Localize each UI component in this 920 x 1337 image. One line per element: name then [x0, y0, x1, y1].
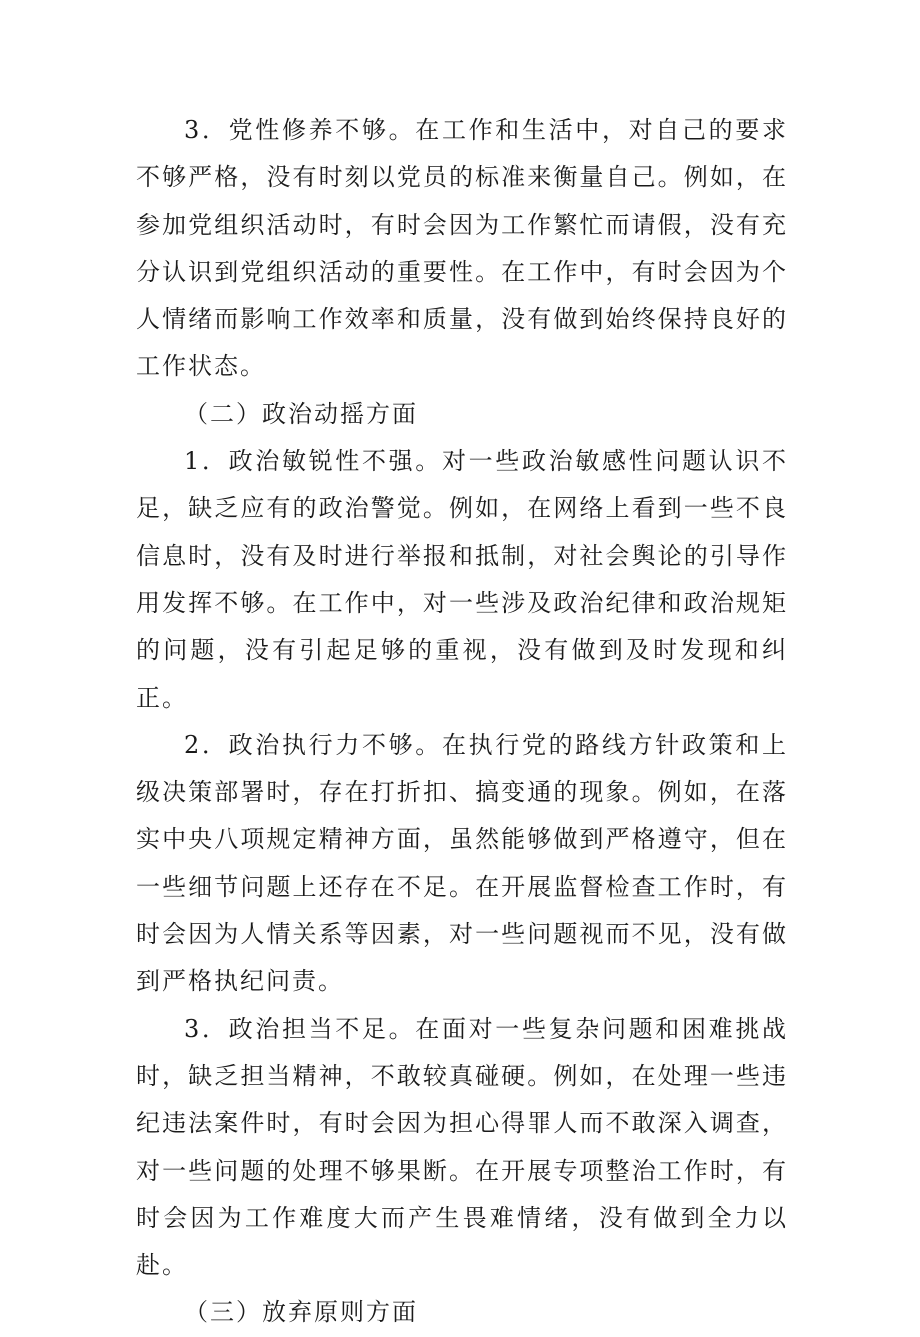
section-heading-abandoning-principles: （三）放弃原则方面	[184, 1298, 418, 1327]
paragraph-political-sensitivity: 1．政治敏锐性不强。对一些政治敏感性问题认识不足，缺乏应有的政治警觉。例如，在网络上看到一些不良信息时，没有及时进行举报和抵制，对社会舆论的引导作用发挥不够。在工作中，对一些涉及政治纪律和政治规矩的问题，没有引起足够的重视，没有做到及时发现和纠正。	[136, 447, 788, 712]
section-heading-political-wavering: （二）政治动摇方面	[184, 399, 418, 428]
paragraph-political-execution: 2．政治执行力不够。在执行党的路线方针政策和上级决策部署时，存在打折扣、搞变通的现象。例如，在落实中央八项规定精神方面，虽然能够做到严格遵守，但在一些细节问题上还存在不足。在开展监督检查工作时，有时会因为人情关系等因素，对一些问题视而不见，没有做到严格执纪问责。	[136, 730, 788, 996]
document-body	[136, 107, 788, 1337]
paragraph-party-spirit: 3．党性修养不够。在工作和生活中，对自己的要求不够严格，没有时刻以党员的标准来衡量自己。例如，在参加党组织活动时，有时会因为工作繁忙而请假，没有充分认识到党组织活动的重要性。在工作中，有时会因为个人情绪而影响工作效率和质量，没有做到始终保持良好的工作状态。	[136, 116, 788, 381]
paragraph-political-responsibility: 3．政治担当不足。在面对一些复杂问题和困难挑战时，缺乏担当精神，不敢较真碰硬。例如，在处理一些违纪违法案件时，有时会因为担心得罪人而不敢深入调查，对一些问题的处理不够果断。在开展专项整治工作时，有时会因为工作难度大而产生畏难情绪，没有做到全力以赴。	[136, 1014, 788, 1280]
